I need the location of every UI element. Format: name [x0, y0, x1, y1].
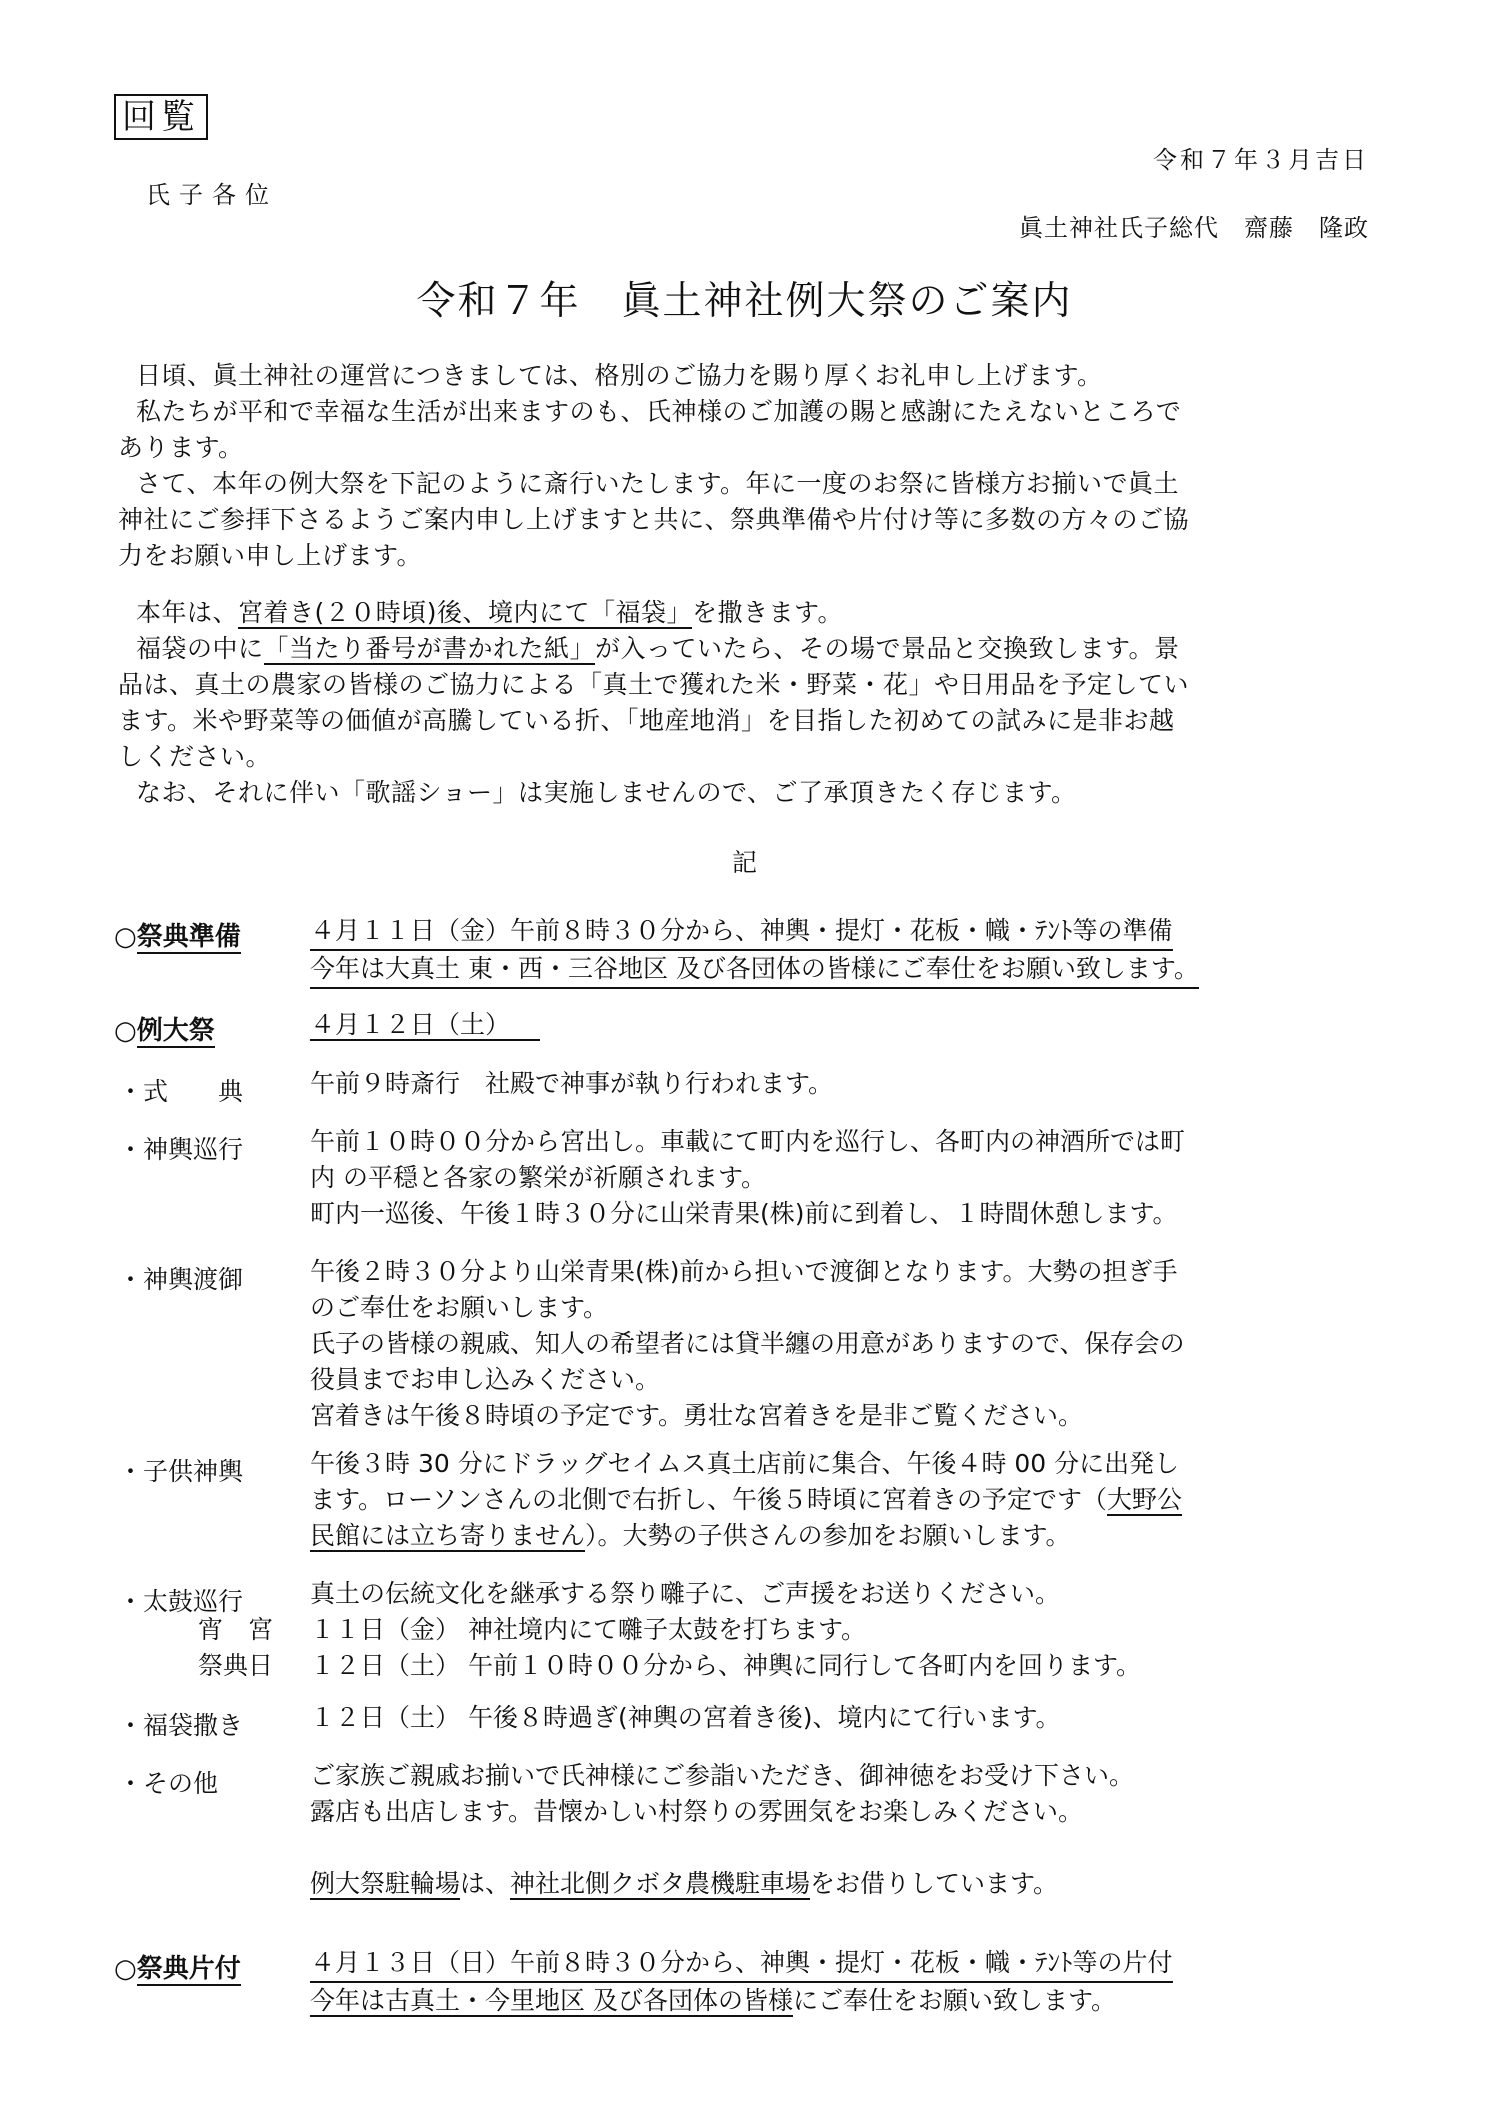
intro-line: あります。: [118, 433, 244, 462]
intro-line: 私たちが平和で幸福な生活が出来ますのも、氏神様のご加護の賜と感謝にたえないところで: [136, 397, 1182, 426]
taiko-sublabels: [188, 1612, 273, 1684]
item-fukumaki-label: ・福袋撒き: [118, 1711, 244, 1740]
fukubukuro-line: 福袋の中に「当たり番号が書かれた紙」が入っていたら、その場で景品と交換致します。景: [136, 634, 1180, 663]
item-shikiten-text: 午前９時斎行 社殿で神事が執り行われます。: [310, 1069, 834, 1098]
saitenbi-label: 祭典日: [198, 1651, 274, 1680]
fukubukuro-highlight: 宮着き(２０時頃)後、境内にて「福袋」: [238, 598, 693, 627]
item-togyo-text: 午後２時３０分より山栄青果(株)前から担いで渡御となります。大勢の担ぎ手 のご奉仕をお願いします。 氏子の皆様の親戚、知人の希望者には貸半纏の用意がありますので、保存会の 役員までお申し込みください。 宮着きは午後８時頃の予定です。勇壮な宮着きを是非ご覧ください。: [310, 1257, 1185, 1430]
fukubukuro-line: しください。: [118, 742, 272, 771]
item-togyo-label: ・神輿渡御: [118, 1265, 244, 1294]
intro-paragraph: [118, 358, 1189, 574]
item-kodomo-label: ・子供神輿: [118, 1457, 244, 1486]
ki-heading: 記: [731, 848, 757, 877]
item-taiko-text: 真土の伝統文化を継承する祭り囃子に、ご声援をお送りください。 １１日（金） 神社境内にて囃子太鼓を打ちます。 １２日（土） 午前１０時００分から、神輿に同行して各町内を回ります。: [310, 1579, 1141, 1680]
item-sonota-label: ・その他: [118, 1769, 219, 1798]
item-taiko-label: ・太鼓巡行: [118, 1587, 244, 1616]
intro-line: 神社にご参拝下さるようご案内申し上げますと共に、祭典準備や片付け等に多数の方々のご協: [118, 505, 1190, 534]
section-reitaisai-label: ○例大祭: [114, 1016, 215, 1046]
yoimiya-label: 宵 宮: [198, 1615, 274, 1644]
issue-date: 令和７年３月吉日: [1153, 146, 1369, 174]
item-shikiten-label: ・式 典: [118, 1077, 244, 1106]
item-kodomo-text: 午後３時 30 分にドラッグセイムス真土店前に集合、午後４時 00 分に出発し ます。ローソンさんの北側で右折し、午後５時頃に宮着きの予定です（大野公 民館には立ち寄りません）。大勢の子供さんの参加をお願いします。: [310, 1449, 1183, 1550]
section-katazuke-text: ４月１３日（日）午前８時３０分から、神輿・提灯・花板・幟・ﾃﾝﾄ等の片付 今年は古真土・今里地区 及び各団体の皆様にご奉仕をお願い致します。: [310, 1945, 1173, 2019]
winning-paper-highlight: 「当たり番号が書かれた紙」: [263, 634, 596, 663]
item-fukumaki-text: １２日（土） 午後８時過ぎ(神輿の宮着き後)、境内にて行います。: [310, 1703, 1061, 1732]
intro-line: さて、本年の例大祭を下記のように斎行いたします。年に一度のお祭に皆様方お揃いで眞土: [136, 469, 1180, 498]
fukubukuro-line: 本年は、宮着き(２０時頃)後、境内にて「福袋」を撒きます。: [136, 598, 844, 627]
section-katazuke-label: ○祭典片付: [114, 1954, 241, 1984]
sender: 眞土神社氏子総代 齋藤 隆政: [1019, 214, 1369, 242]
page-title: 令和７年 眞土神社例大祭のご案内: [416, 279, 1073, 324]
item-sonota-text: ご家族ご親戚お揃いで氏神様にご参詣いただき、御神徳をお受け下さい。 露店も出店します。昔懐かしい村祭りの雰囲気をお楽しみください。 例大祭駐輪場は、神社北側クボタ農機駐車場をお借りしています。: [310, 1758, 1134, 1902]
kairan-stamp: 回覧: [114, 94, 208, 140]
addressee: 氏子各位: [146, 181, 278, 209]
section-junbi-text: ４月１１日（金）午前８時３０分から、神輿・提灯・花板・幟・ﾃﾝﾄ等の準備 今年は大真土 東・西・三谷地区 及び各団体の皆様にご奉仕をお願い致します。: [310, 913, 1199, 989]
fukubukuro-line: ます。米や野菜等の価値が高騰している折、「地産地消」を目指した初めての試みに是非お越: [118, 706, 1175, 735]
section-reitaisai-date: ４月１２日（土）: [310, 1007, 540, 1043]
fukubukuro-paragraph: [118, 595, 1189, 811]
parking-line: 例大祭駐輪場は、神社北側クボタ農機駐車場をお借りしています。: [310, 1869, 1059, 1898]
intro-line: 日頃、眞土神社の運営につきましては、格別のご協力を賜り厚くお礼申し上げます。: [136, 361, 1103, 390]
section-junbi-label: ○祭典準備: [114, 922, 241, 952]
intro-line: 力をお願い申し上げます。: [118, 541, 423, 570]
fukubukuro-line: 品は、真土の農家の皆様のご協力による「真土で獲れた米・野菜・花」や日用品を予定してい: [118, 670, 1190, 699]
item-junko-text: 午前１０時００分から宮出し。車載にて町内を巡行し、各町内の神酒所では町 内 の平穏と各家の繁栄が祈願されます。 町内一巡後、午後１時３０分に山栄青果(株)前に到着し、１時間休憩します。: [310, 1127, 1186, 1228]
item-junko-label: ・神輿巡行: [118, 1135, 244, 1164]
fukubukuro-line: なお、それに伴い「歌謡ショー」は実施しませんので、ご了承頂きたく存じます。: [136, 778, 1077, 807]
